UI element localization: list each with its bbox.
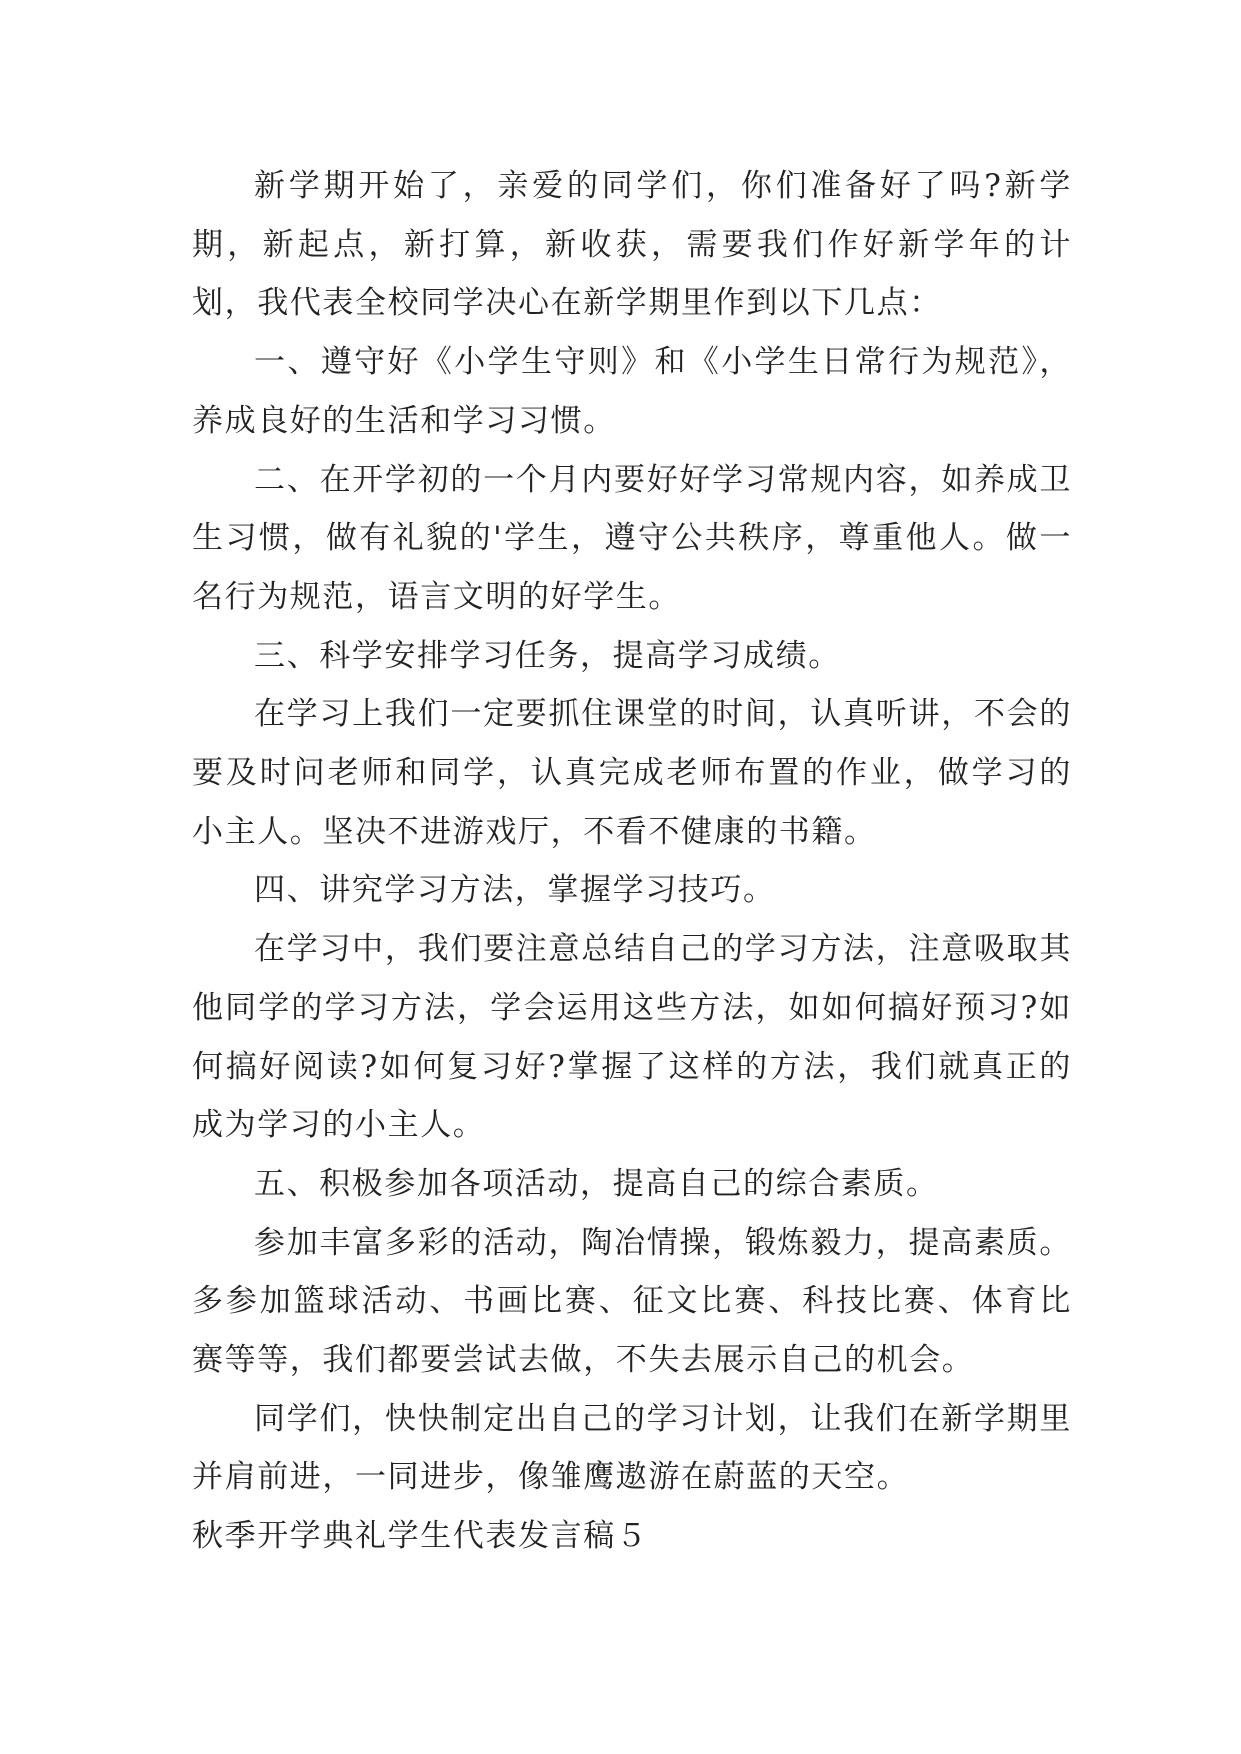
paragraph-point-one: 一、遵守好《小学生守则》和《小学生日常行为规范》，养成良好的生活和学习习惯。 <box>192 344 1072 439</box>
paragraph-point-three-detail: 在学习上我们一定要抓住课堂的时间，认真听讲，不会的要及时问老师和同学，认真完成老师布置的作业，做学习的小主人。坚决不进游戏厅，不看不健康的书籍。 <box>192 696 1072 850</box>
section-heading: 秋季开学典礼学生代表发言稿５ <box>192 1518 649 1555</box>
paragraph-point-five: 五、积极参加各项活动，提高自己的综合素质。 <box>254 1165 939 1202</box>
paragraph-intro: 新学期开始了，亲爱的同学们，你们准备好了吗?新学期，新起点，新打算，新收获，需要我们作好新学年的计划，我代表全校同学决心在新学期里作到以下几点： <box>192 168 1072 322</box>
paragraph-point-four-detail: 在学习中，我们要注意总结自己的学习方法，注意吸取其他同学的学习方法，学会运用这些方法，如如何搞好预习?如何搞好阅读?如何复习好?掌握了这样的方法，我们就真正的成为学习的小主人。 <box>192 931 1072 1144</box>
paragraph-point-three: 三、科学安排学习任务，提高学习成绩。 <box>254 637 841 674</box>
paragraph-point-four: 四、讲究学习方法，掌握学习技巧。 <box>254 872 776 909</box>
paragraph-point-two: 二、在开学初的一个月内要好好学习常规内容，如养成卫生习惯，做有礼貌的'学生，遵守公共秩序，尊重他人。做一名行为规范，语言文明的好学生。 <box>192 461 1072 615</box>
document-body <box>192 157 1072 1566</box>
paragraph-closing: 同学们，快快制定出自己的学习计划，让我们在新学期里并肩前进，一同进步，像雏鹰遨游在蔚蓝的天空。 <box>192 1400 1072 1496</box>
paragraph-point-five-detail: 参加丰富多彩的活动，陶冶情操，锻炼毅力，提高素质。多参加篮球活动、书画比赛、征文比赛、科技比赛、体育比赛等等，我们都要尝试去做，不失去展示自己的机会。 <box>192 1224 1072 1379</box>
